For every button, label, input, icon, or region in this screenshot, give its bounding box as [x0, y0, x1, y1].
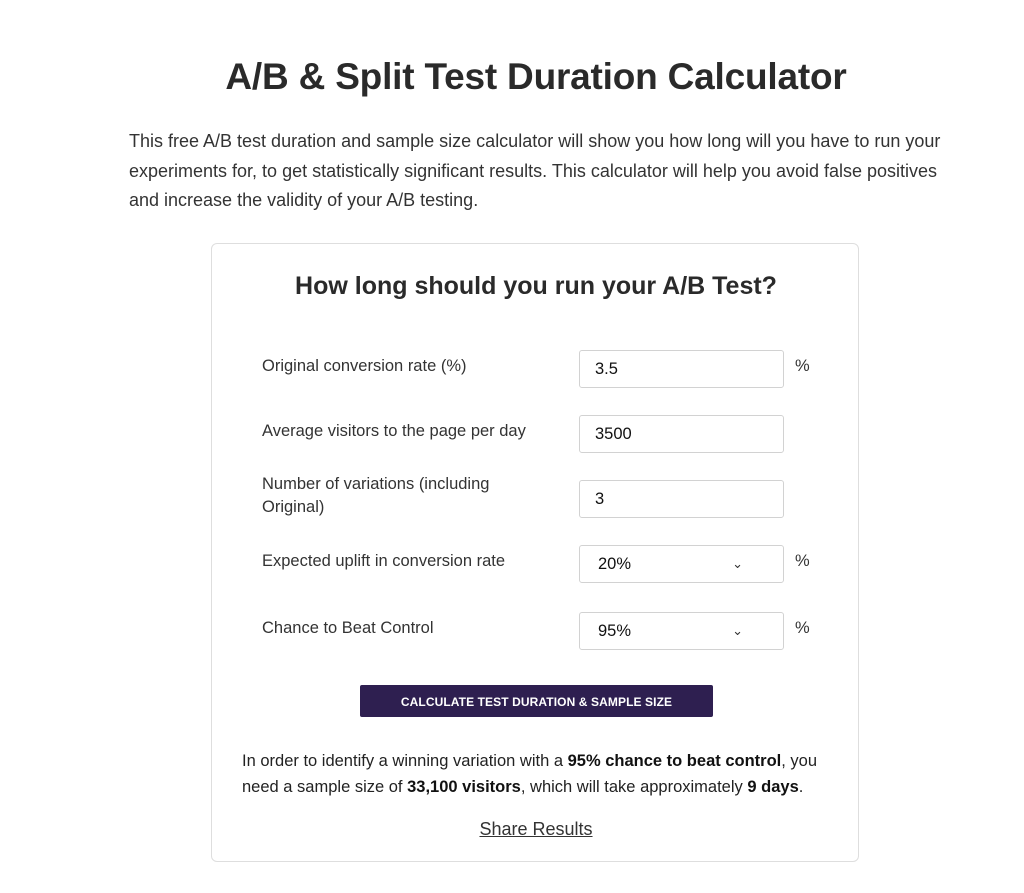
- result-days: 9 days: [747, 778, 799, 796]
- uplift-unit: %: [795, 552, 810, 570]
- page-title: A/B & Split Test Duration Calculator: [225, 56, 847, 97]
- visitors-label: Average visitors to the page per day: [262, 422, 526, 440]
- result-prefix: In order to identify a winning variation with a: [242, 752, 568, 770]
- result-middle2: , which will take approximately: [520, 778, 748, 796]
- calculate-button[interactable]: CALCULATE TEST DURATION & SAMPLE SIZE: [360, 685, 713, 717]
- calculator-title: How long should you run your A/B Test?: [295, 272, 777, 300]
- calculator-card: [211, 243, 859, 862]
- conversion-rate-label: Original conversion rate (%): [262, 357, 467, 375]
- chevron-down-icon: ⌄: [732, 623, 743, 638]
- uplift-select[interactable]: [579, 545, 784, 583]
- intro-paragraph: This free A/B test duration and sample size calculator will show you how long will you have to run your experiments for, to get statistically significant results. This calculator will help you avoid false positives and increase the validity of your A/B testing.: [129, 131, 941, 210]
- result-suffix: .: [798, 778, 804, 796]
- variations-label: Number of variations (including Original): [262, 475, 490, 516]
- variations-input[interactable]: 3: [579, 480, 784, 518]
- conversion-rate-input[interactable]: 3.5: [579, 350, 784, 388]
- result-text: [242, 748, 842, 800]
- uplift-label: Expected uplift in conversion rate: [262, 552, 506, 570]
- chance-unit: %: [795, 619, 810, 637]
- chevron-down-icon: ⌄: [732, 556, 743, 571]
- result-middle: , you need a sample size of: [242, 752, 818, 796]
- chance-value: 95%: [598, 622, 632, 640]
- conversion-rate-unit: %: [795, 357, 810, 375]
- share-results-link[interactable]: Share Results: [479, 819, 593, 839]
- visitors-input[interactable]: 3500: [579, 415, 784, 453]
- result-sample-size: 33,100 visitors: [407, 778, 521, 796]
- chance-label: Chance to Beat Control: [262, 619, 434, 637]
- uplift-value: 20%: [598, 555, 632, 573]
- result-chance: 95% chance to beat control: [567, 752, 782, 770]
- chance-select[interactable]: [579, 612, 784, 650]
